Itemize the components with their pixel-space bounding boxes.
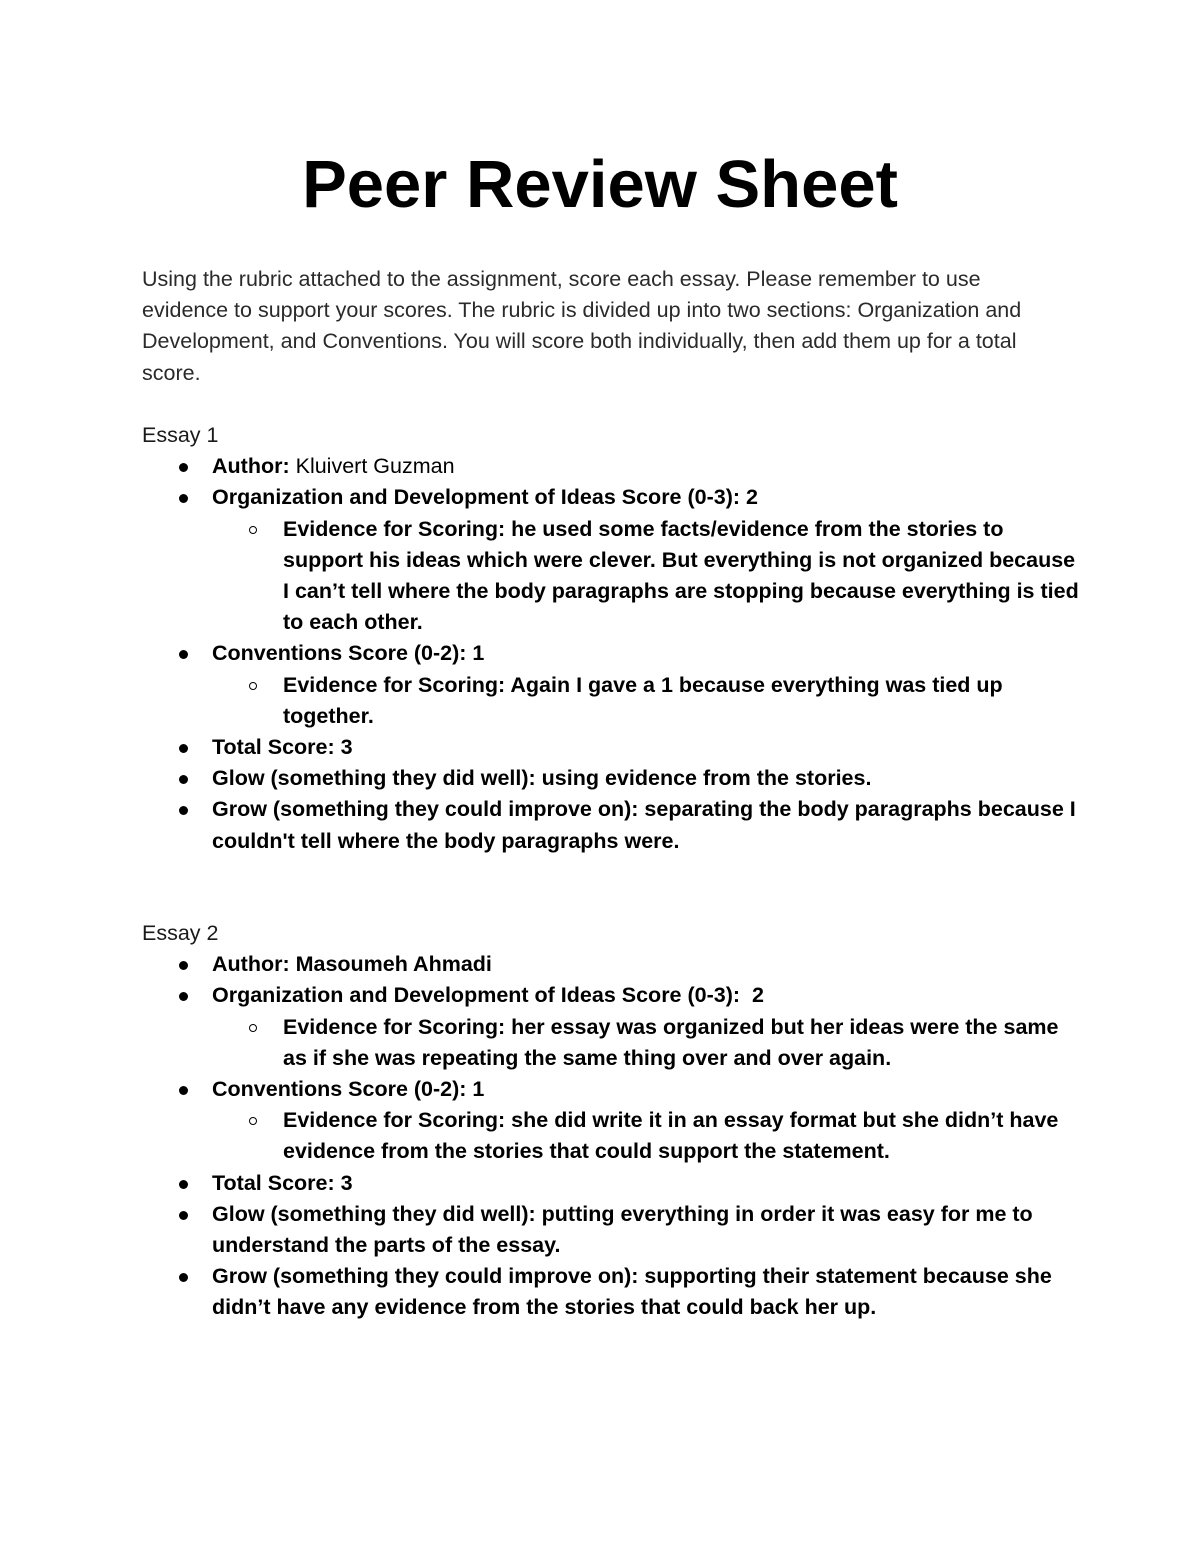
conv-evidence-list bbox=[212, 670, 1082, 732]
total-score: Total Score: 3 bbox=[212, 1170, 353, 1195]
essay-2-list bbox=[142, 949, 1082, 1323]
bullet-dot-icon bbox=[179, 1086, 188, 1095]
essay-1-glow-item bbox=[212, 763, 1082, 794]
essay-2-grow-item bbox=[212, 1261, 1082, 1323]
bullet-dot-icon bbox=[179, 806, 188, 815]
conv-evidence-item bbox=[283, 670, 1082, 732]
bullet-dot-icon bbox=[179, 992, 188, 1001]
glow-text: Glow (something they did well): putting everything in order it was easy for me to understand the parts of the essay. bbox=[212, 1201, 1033, 1258]
conv-evidence-text: Evidence for Scoring: Again I gave a 1 because everything was tied up together. bbox=[283, 672, 1003, 728]
bullet-dot-icon bbox=[179, 650, 188, 659]
page-title: Peer Review Sheet bbox=[302, 147, 898, 222]
org-evidence-text: Evidence for Scoring: he used some facts/evidence from the stories to support his ideas which were clever. But everything is not organized because I can’t tell where the body paragraphs are stopping because everything is tied to each other. bbox=[283, 516, 1079, 635]
essay-2-org-item bbox=[212, 980, 1082, 1074]
conv-score-label: Conventions Score (0-2): 1 bbox=[212, 641, 485, 666]
intro-paragraph: Using the rubric attached to the assignment, score each essay. Please remember to use evidence to support your scores. The rubric is divided up into two sections: Organization and Development, and Conventions. You will score both individually, then add them up for a total score. bbox=[142, 267, 1022, 385]
bullet-dot-icon bbox=[179, 494, 188, 503]
essay-2-author-item bbox=[212, 949, 1082, 980]
org-evidence-item bbox=[283, 1012, 1082, 1074]
grow-text: Grow (something they could improve on): separating the body paragraphs because I couldn't tell where the body paragraphs were. bbox=[212, 797, 1076, 853]
author-label: Author: bbox=[212, 454, 290, 479]
essay-1-grow-item bbox=[212, 794, 1082, 856]
essay-2-heading: Essay 2 bbox=[142, 921, 219, 945]
bullet-circle-icon bbox=[249, 526, 257, 534]
bullet-circle-icon bbox=[249, 1024, 257, 1032]
essay-2-glow-item bbox=[212, 1199, 1082, 1261]
total-score: Total Score: 3 bbox=[212, 735, 353, 760]
grow-text: Grow (something they could improve on): supporting their statement because she didn’t have any evidence from the stories that could back her up. bbox=[212, 1264, 1052, 1320]
bullet-dot-icon bbox=[179, 744, 188, 753]
essay-2-total-item bbox=[212, 1168, 1082, 1199]
bullet-dot-icon bbox=[179, 1211, 188, 1220]
bullet-dot-icon bbox=[179, 961, 188, 970]
author-text: Author: Masoumeh Ahmadi bbox=[212, 952, 492, 977]
essay-1-section bbox=[142, 420, 1082, 857]
essay-2-section bbox=[142, 918, 1082, 1324]
bullet-dot-icon bbox=[179, 1180, 188, 1189]
conv-evidence-text: Evidence for Scoring: she did write it in an essay format but she didn’t have evidence from the stories that could support the statement. bbox=[283, 1108, 1059, 1164]
bullet-circle-icon bbox=[249, 1117, 257, 1125]
bullet-circle-icon bbox=[249, 682, 257, 690]
author-name: Kluivert Guzman bbox=[295, 454, 455, 479]
essay-1-conv-item bbox=[212, 638, 1082, 732]
essay-2-conv-item bbox=[212, 1074, 1082, 1168]
essay-1-heading: Essay 1 bbox=[142, 423, 219, 447]
conv-evidence-item bbox=[283, 1105, 1082, 1167]
org-evidence-item bbox=[283, 514, 1082, 639]
glow-text: Glow (something they did well): using evidence from the stories. bbox=[212, 766, 872, 791]
essay-1-list bbox=[142, 451, 1082, 857]
bullet-dot-icon bbox=[179, 1273, 188, 1282]
org-evidence-list bbox=[212, 1012, 1082, 1074]
essay-1-org-item bbox=[212, 482, 1082, 638]
org-evidence-text: Evidence for Scoring: her essay was organized but her ideas were the same as if she was repeating the same thing over and over again. bbox=[283, 1014, 1059, 1070]
conv-evidence-list bbox=[212, 1105, 1082, 1167]
org-score-label: Organization and Development of Ideas Score (0-3): 2 bbox=[212, 983, 764, 1008]
bullet-dot-icon bbox=[179, 775, 188, 784]
essay-1-total-item bbox=[212, 732, 1082, 763]
org-evidence-list bbox=[212, 514, 1082, 639]
org-score-label: Organization and Development of Ideas Score (0-3): 2 bbox=[212, 485, 758, 510]
bullet-dot-icon bbox=[179, 463, 188, 472]
essay-1-author-item bbox=[212, 451, 1082, 482]
conv-score-label: Conventions Score (0-2): 1 bbox=[212, 1077, 485, 1102]
